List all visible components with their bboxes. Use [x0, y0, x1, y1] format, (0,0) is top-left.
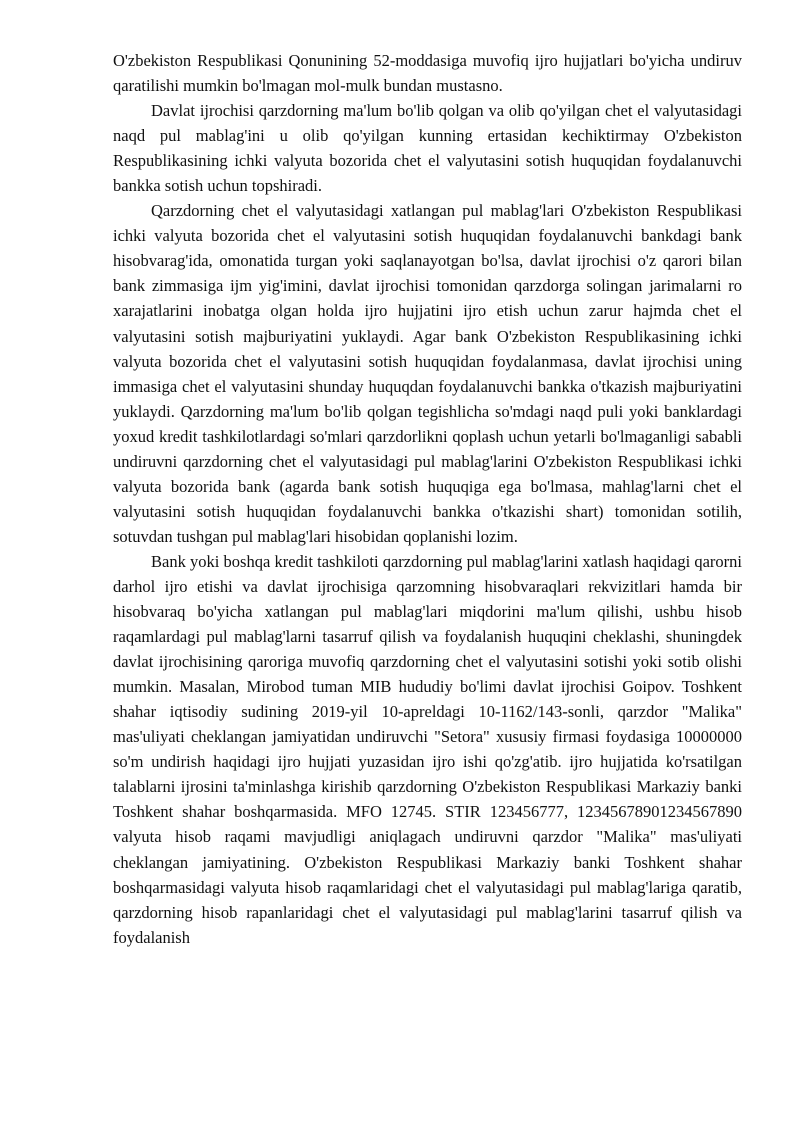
- document-page: [113, 48, 742, 950]
- paragraph-4: Bank yoki boshqa kredit tashkiloti qarzdorning pul mablag'larini xatlash haqidagi qarorni darhol ijro etishi va davlat ijrochisiga qarzomning hisobvaraqlari rekvizitlari hamda bir hisobvaraq bo'yicha xatlangan pul mablag'lari miqdorini ma'lum qilishi, ushbu hisob raqamlardagi pul mablag'larni tasarruf qilish va foydalanish huquqini cheklashi, shuningdek davlat ijrochisining qaroriga muvofiq qarzdorning chet el valyutasini sotishi yoki sotib olishi mumkin. Masalan, Mirobod tuman MIB hududiy bo'limi davlat ijrochisi Goipov. Toshkent shahar iqtisodiy sudining 2019-yil 10-apreldagi 10-1162/143-sonli, qarzdor "Malika" mas'uliyati cheklangan jamiyatidan undiruvchi "Setora" xususiy firmasi foydasiga 10000000 so'm undirish haqidagi ijro hujjati yuzasidan ijro ishi qo'zg'atib. ijro hujjatida ko'rsatilgan talablarni ijrosini ta'minlashga kirishib qarzdorning O'zbekiston Respublikasi Markaziy banki Toshkent shahar boshqarmasida. MFO 12745. STIR 123456777, 12345678901234567890 valyuta hisob raqami mavjudligi aniqlagach undiruvni qarzdor "Malika" mas'uliyati cheklangan jamiyatining. O'zbekiston Respublikasi Markaziy banki Toshkent shahar boshqarmasidagi valyuta hisob raqamlaridagi chet el valyutasidagi pul mablag'lariga qaratib, qarzdorning hisob rapanlaridagi chet el valyutasidagi pul mablag'larini tasarruf qilish va foydalanish: [113, 551, 742, 947]
- paragraph-3: Qarzdorning chet el valyutasidagi xatlangan pul mablag'lari O'zbekiston Respublikasi ichki valyuta bozorida chet el valyutasini sotish huquqidan foydalanuvchi bankdagi bank hisobvarag'ida, omonatida turgan yoki saqlanayotgan bo'lsa, davlat ijrochisi o'z qarori bilan bank zimmasiga ijm yig'imini, davlat ijrochisi tomonidan qarzdorga solingan jarimalarni ro xarajatlarini inobatga olgan holda ijro hujjatini ijro etish uchun zarur hajmda chet el valyutasini sotish majburiyatini yuklaydi. Agar bank O'zbekiston Respublikasining ichki valyuta bozorida chet el valyutasini sotish huquqidan foydalanmasa, davlat ijrochisi uning immasiga chet el valyutasini shunday huquqdan foydalanuvchi bankka o'tkazish majburiyatini yuklaydi. Qarzdorning ma'lum bo'lib qolgan tegishlicha so'mdagi naqd puli yoki banklardagi yoxud kredit tashkilotlardagi so'mlari qarzdorlikni qoplash uchun yetarli bo'lmaganligi sababli undiruvni qarzdorning chet el valyutasidagi pul mablag'larini O'zbekiston Respublikasi ichki valyuta bozorida bank (agarda bank sotish huquqiga ega bo'lmasa, mahlag'larni chet el valyutasini sotish huquqidan foydalanuvchi bankka o'tkazishi shart) tomonidan sotilih, sotuvdan tushgan pul mablag'lari hisobidan qoplanishi lozim.: [113, 201, 742, 546]
- paragraph-1: O'zbekiston Respublikasi Qonunining 52-moddasiga muvofiq ijro hujjatlari bo'yicha undiruv qaratilishi mumkin bo'lmagan mol-mulk bundan mustasno.: [113, 51, 742, 96]
- paragraph-2: Davlat ijrochisi qarzdorning ma'lum bo'lib qolgan va olib qo'yilgan chet el valyutasidagi naqd pul mablag'ini u olib qo'yilgan kunning ertasidan kechiktirmay O'zbekiston Respublikasining ichki valyuta bozorida chet el valyutasini sotish huquqidan foydalanuvchi bankka sotish uchun topshiradi.: [113, 101, 742, 196]
